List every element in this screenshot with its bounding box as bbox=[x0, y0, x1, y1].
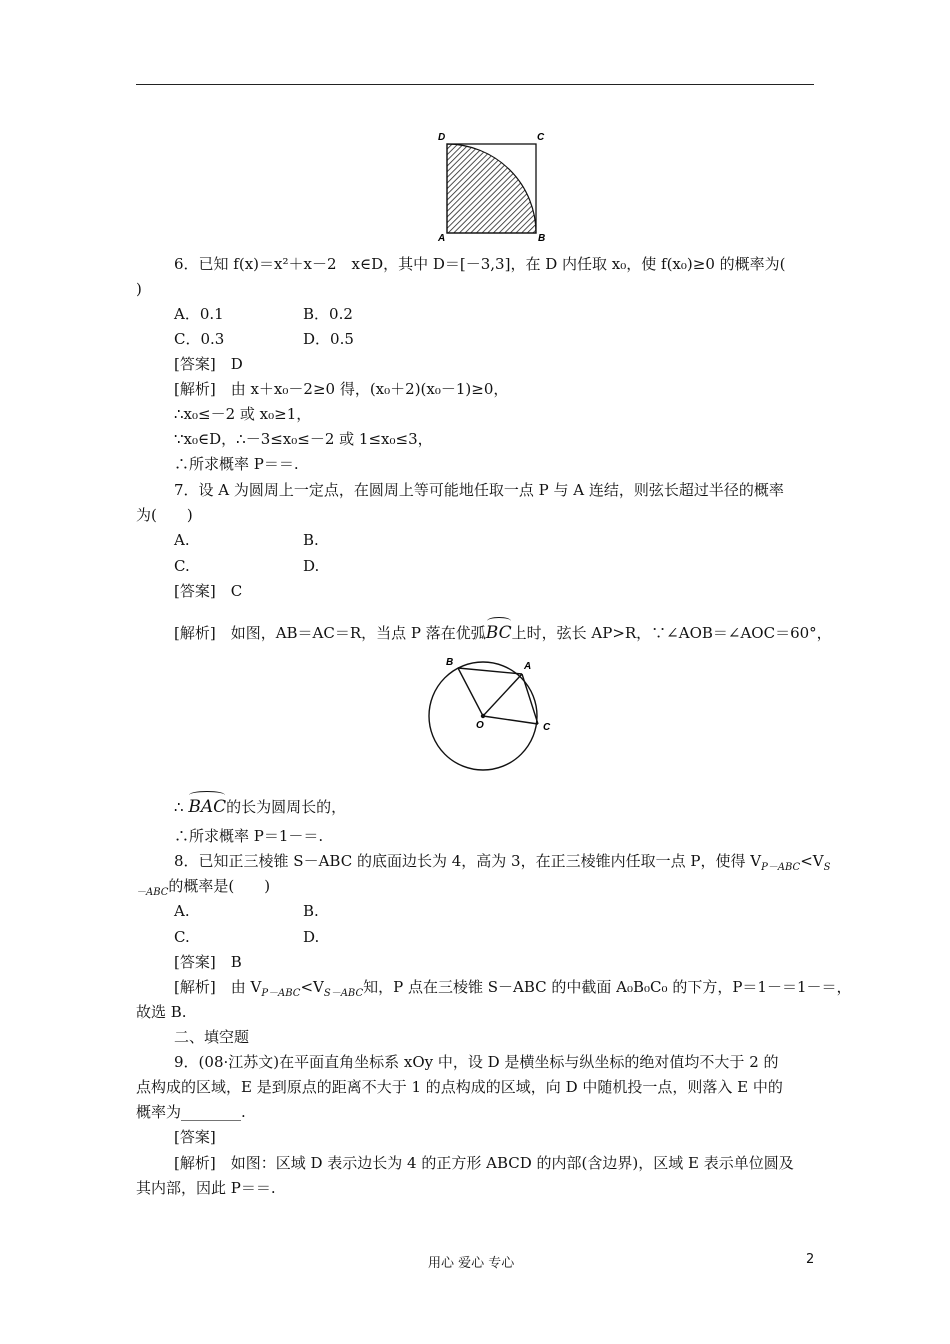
q6-option-a: A．0.1 bbox=[174, 305, 224, 323]
q8-sub-1: P－ABC bbox=[761, 862, 801, 873]
q7-analysis bbox=[174, 623, 832, 643]
q8-option-b: B. bbox=[303, 902, 319, 920]
q9-stem-line3: 概率为________. bbox=[136, 1103, 246, 1121]
q8-option-c: C. bbox=[174, 928, 190, 946]
shaded-quarter-circle bbox=[447, 144, 536, 233]
q8-option-a: A. bbox=[174, 902, 190, 920]
q8-option-d: D. bbox=[303, 928, 320, 946]
footer-center-text: 用心 爱心 专心 bbox=[428, 1256, 515, 1271]
q6-analysis-3: ∵x₀∈D，∴－3≤x₀≤－2 或 1≤x₀≤3， bbox=[174, 430, 433, 448]
q8-analysis-sub1: P－ABC bbox=[261, 988, 301, 999]
q9-answer: [答案] bbox=[174, 1128, 216, 1146]
q7-analysis-pre: [解析] 如图，AB＝AC＝R，当点 P 落在优弧 bbox=[174, 624, 486, 642]
q7-answer: [答案] C bbox=[174, 582, 243, 600]
label-a: A bbox=[438, 233, 446, 242]
q8-analysis-1 bbox=[174, 977, 852, 997]
segment-ob bbox=[458, 668, 483, 716]
q6-analysis-4: ∴所求概率 P＝＝. bbox=[174, 455, 299, 473]
q8-analysis-mid: <V bbox=[300, 978, 324, 996]
q6-option-b: B．0.2 bbox=[303, 305, 353, 323]
label-b: B bbox=[446, 657, 454, 668]
arc-bac: BAC bbox=[188, 797, 227, 817]
q6-analysis-2: ∴x₀≤－2 或 x₀≥1， bbox=[174, 405, 312, 423]
q8-analysis-text: [解析] 由 V bbox=[174, 978, 262, 996]
q6-stem-line1: 6．已知 f(x)＝x²＋x－2 x∈D，其中 D＝[－3,3]，在 D 内任取 x₀，使 f(x₀)≥0 的概率为( bbox=[174, 255, 786, 273]
therefore-symbol: ∴ bbox=[174, 798, 184, 816]
q6-option-c: C．0.3 bbox=[174, 330, 225, 348]
q8-sub-2: S bbox=[823, 862, 831, 873]
q8-analysis-2: 故选 B. bbox=[136, 1003, 187, 1021]
q7-option-a: A. bbox=[174, 531, 190, 549]
q7-stem-line2: 为( ) bbox=[136, 506, 193, 524]
q7-conclusion: ∴所求概率 P＝1－＝. bbox=[174, 827, 324, 845]
segment-oc bbox=[483, 716, 538, 724]
header-rule bbox=[136, 84, 814, 85]
circle-figure bbox=[420, 654, 570, 776]
q8-stem-line2-text: 的概率是( ) bbox=[168, 877, 271, 895]
q7-option-b: B. bbox=[303, 531, 319, 549]
q7-analysis-post: 上时，弦长 AP>R，∵∠AOB＝∠AOC＝60°， bbox=[511, 624, 832, 642]
q9-analysis-2: 其内部，因此 P＝＝. bbox=[136, 1179, 276, 1197]
q6-option-d: D．0.5 bbox=[303, 330, 354, 348]
q8-answer: [答案] B bbox=[174, 953, 242, 971]
q8-stem-line2 bbox=[136, 876, 270, 896]
segment-oa bbox=[483, 674, 522, 716]
label-o: O bbox=[476, 720, 484, 731]
segment-ac bbox=[522, 674, 538, 724]
q8-stem-line1 bbox=[174, 851, 830, 871]
section-title: 二、填空题 bbox=[174, 1028, 250, 1046]
q7-arc-line bbox=[174, 797, 346, 817]
q9-stem-line1: 9．(08·江苏文)在平面直角坐标系 xOy 中，设 D 是横坐标与纵坐标的绝对值均不大于 2 的 bbox=[174, 1053, 779, 1071]
label-d: D bbox=[438, 132, 446, 143]
q7-after-arc-text: 的长为圆周长的， bbox=[226, 798, 347, 816]
q7-stem-line1: 7．设 A 为圆周上一定点，在圆周上等可能地任取一点 P 与 A 连结，则弦长超过半径的概率 bbox=[174, 481, 784, 499]
square-quarter-circle-figure bbox=[430, 126, 550, 242]
label-c: C bbox=[537, 132, 545, 143]
q6-analysis-1: [解析] 由 x＋x₀－2≥0 得，(x₀＋2)(x₀－1)≥0， bbox=[174, 380, 509, 398]
q8-analysis-rest: 知，P 点在三棱锥 S－ABC 的中截面 A₀B₀C₀ 的下方，P＝1－＝1－＝， bbox=[363, 978, 852, 996]
q8-stem-text: 8．已知正三棱锥 S－ABC 的底面边长为 4，高为 3，在正三棱锥内任取一点 P，使得 V bbox=[174, 852, 762, 870]
label-b: B bbox=[538, 233, 546, 242]
q7-option-c: C. bbox=[174, 557, 190, 575]
q7-option-d: D. bbox=[303, 557, 320, 575]
q6-stem-line2: ) bbox=[136, 280, 142, 298]
q6-answer: [答案] D bbox=[174, 355, 243, 373]
q8-sub-3: －ABC bbox=[136, 887, 169, 898]
page-number: 2 bbox=[806, 1252, 815, 1267]
center-point bbox=[481, 714, 485, 718]
q8-stem-mid: <V bbox=[800, 852, 824, 870]
arc-bc: BC bbox=[485, 623, 512, 643]
q9-analysis-1: [解析] 如图：区域 D 表示边长为 4 的正方形 ABCD 的内部(含边界)，区域 E 表示单位圆及 bbox=[174, 1154, 794, 1172]
q9-stem-line2: 点构成的区域，E 是到原点的距离不大于 1 的点构成的区域，向 D 中随机投一点，则落入 E 中的 bbox=[136, 1078, 783, 1096]
label-a: A bbox=[524, 661, 532, 672]
label-c: C bbox=[543, 722, 551, 733]
q8-analysis-sub2: S－ABC bbox=[323, 988, 364, 999]
